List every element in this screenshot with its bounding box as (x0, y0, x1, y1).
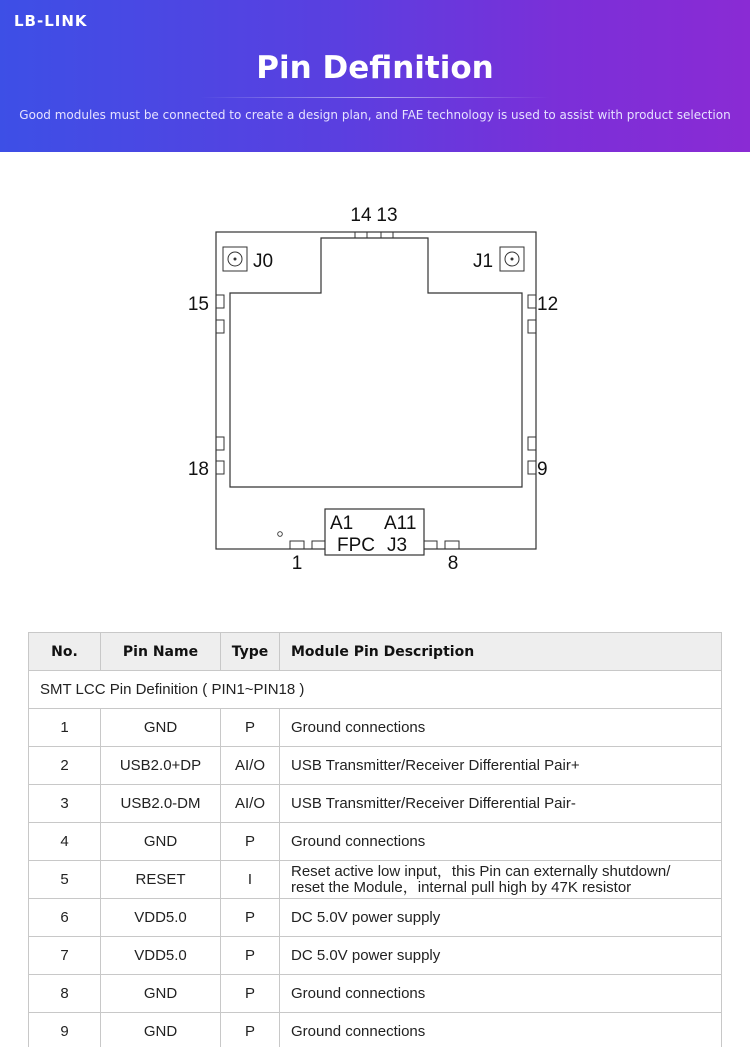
header-banner (0, 0, 750, 152)
pin-no: 1 (29, 709, 101, 747)
pin-name: RESET (101, 861, 221, 899)
page-subtitle: Good modules must be connected to create a design plan, and FAE technology is used to assist with product selection (19, 108, 731, 122)
pin-description: Ground connections (280, 823, 722, 861)
fpc-label: FPC (337, 535, 375, 556)
pin-type: AI/O (221, 785, 280, 823)
pin-type: P (221, 1013, 280, 1047)
pin-description: Ground connections (280, 709, 722, 747)
pin-no: 7 (29, 937, 101, 975)
col-header-no: No. (29, 633, 101, 671)
col-header-pin-name: Pin Name (101, 633, 221, 671)
pin-label-14: 14 (350, 205, 372, 226)
pin-description-line: Reset active low input，this Pin can externally shutdown/ (291, 862, 671, 880)
module-pin-diagram (0, 195, 750, 585)
table-section-row (29, 671, 722, 709)
pin-type: P (221, 823, 280, 861)
pin1-marker-dot (278, 532, 283, 537)
pin-label-12: 12 (537, 294, 559, 315)
pin-no: 2 (29, 747, 101, 785)
pin-name: VDD5.0 (101, 899, 221, 937)
pin-name: GND (101, 709, 221, 747)
section-title: SMT LCC Pin Definition ( PIN1~PIN18 ) (29, 671, 722, 709)
board-outline (216, 232, 536, 549)
j0-connector (223, 247, 247, 271)
pin-type: P (221, 937, 280, 975)
j1-connector (500, 247, 524, 271)
pin-no: 5 (29, 861, 101, 899)
pin-label-9: 9 (537, 459, 548, 480)
pin-description-line: reset the Module，internal pull high by 47K resistor (291, 878, 632, 896)
table-row (29, 747, 722, 785)
title-divider (200, 97, 550, 98)
pin-description: USB Transmitter/Receiver Differential Pair- (280, 785, 722, 823)
pin-label-8: 8 (447, 553, 459, 574)
pin-description (280, 861, 722, 899)
table-row (29, 709, 722, 747)
pin-label-15: 15 (187, 294, 209, 315)
pin-description: DC 5.0V power supply (280, 937, 722, 975)
j0-label: J0 (253, 251, 274, 272)
pin-description: DC 5.0V power supply (280, 899, 722, 937)
pin-no: 6 (29, 899, 101, 937)
shield-outline (230, 238, 522, 487)
table-row (29, 937, 722, 975)
pin-description: Ground connections (280, 975, 722, 1013)
pin-no: 9 (29, 1013, 101, 1047)
module-outline-svg (0, 195, 750, 585)
table-row (29, 861, 722, 899)
pin-definition-table (28, 632, 722, 1047)
pin-type: P (221, 899, 280, 937)
pin-label-18: 18 (187, 459, 209, 480)
brand-logo: LB-LINK (14, 12, 88, 30)
pin-type: AI/O (221, 747, 280, 785)
pin-label-1: 1 (291, 553, 303, 574)
pin-no: 4 (29, 823, 101, 861)
table-row (29, 975, 722, 1013)
j1-label: J1 (473, 251, 494, 272)
table-header-row (29, 633, 722, 671)
pin-name: GND (101, 975, 221, 1013)
page-title: Pin Definition (256, 50, 494, 86)
pin-name: USB2.0-DM (101, 785, 221, 823)
pin-name: GND (101, 1013, 221, 1047)
pin-type: I (221, 861, 280, 899)
col-header-description: Module Pin Description (280, 633, 722, 671)
table-row (29, 1013, 722, 1047)
a1-label: A1 (330, 513, 354, 534)
pin-label-13: 13 (376, 205, 398, 226)
left-pads (216, 295, 224, 474)
pin-no: 3 (29, 785, 101, 823)
a11-label: A11 (384, 513, 417, 534)
col-header-type: Type (221, 633, 280, 671)
right-pads (528, 295, 536, 474)
pin-description: Ground connections (280, 1013, 722, 1047)
table-row (29, 785, 722, 823)
pin-type: P (221, 709, 280, 747)
table-row (29, 899, 722, 937)
pin-no: 8 (29, 975, 101, 1013)
pin-description: USB Transmitter/Receiver Differential Pair+ (280, 747, 722, 785)
pin-type: P (221, 975, 280, 1013)
pin-name: VDD5.0 (101, 937, 221, 975)
table-row (29, 823, 722, 861)
pin-name: GND (101, 823, 221, 861)
top-pads (355, 232, 393, 238)
j3-label: J3 (387, 535, 408, 556)
pin-name: USB2.0+DP (101, 747, 221, 785)
